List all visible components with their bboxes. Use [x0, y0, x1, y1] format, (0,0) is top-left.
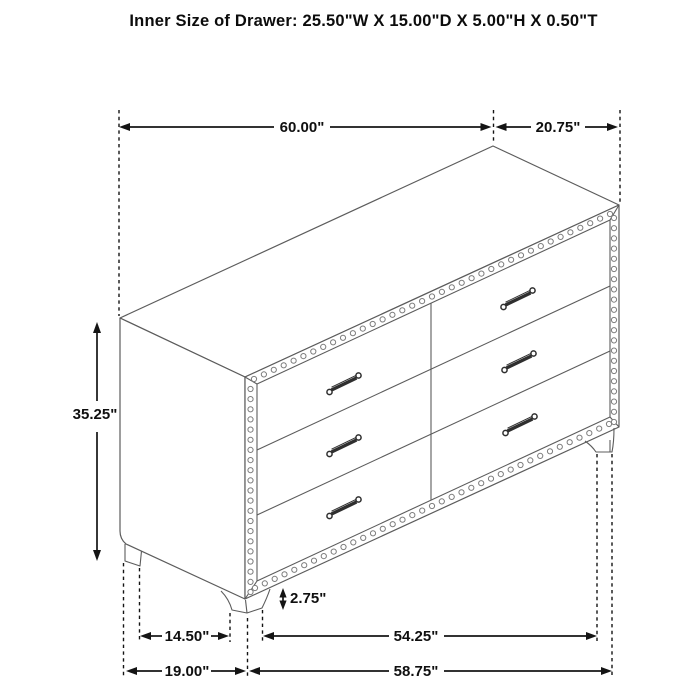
- front-left-leg-corner-edge: [246, 600, 248, 613]
- dim-top-depth: [496, 119, 619, 136]
- nailhead-row: [248, 386, 253, 594]
- dim-side-base-depth-label: 19.00": [164, 663, 210, 680]
- dim-front-leg-span: [263, 628, 597, 645]
- dim-top-width: [119, 119, 492, 136]
- page-title: Inner Size of Drawer: 25.50"W X 15.00"D X 5.00"H X 0.50"T: [129, 12, 598, 30]
- dim-front-base-width: [249, 663, 612, 680]
- dresser-body: [120, 146, 619, 599]
- dim-leg-height: [279, 588, 326, 610]
- dim-overall-height: [73, 322, 118, 561]
- dim-top-width-label: 60.00": [279, 119, 325, 136]
- dim-side-leg-span: [140, 628, 229, 645]
- dim-leg-height-label: 2.75": [290, 590, 327, 607]
- dim-side-base-depth: [126, 663, 246, 680]
- dim-overall-height-label: 35.25": [72, 406, 118, 423]
- nailhead-row: [611, 215, 616, 424]
- dim-front-leg-span-label: 54.25": [393, 628, 439, 645]
- dim-top-depth-label: 20.75": [535, 119, 581, 136]
- dim-front-base-width-label: 58.75": [393, 663, 439, 680]
- dim-side-leg-span-label: 14.50": [164, 628, 210, 645]
